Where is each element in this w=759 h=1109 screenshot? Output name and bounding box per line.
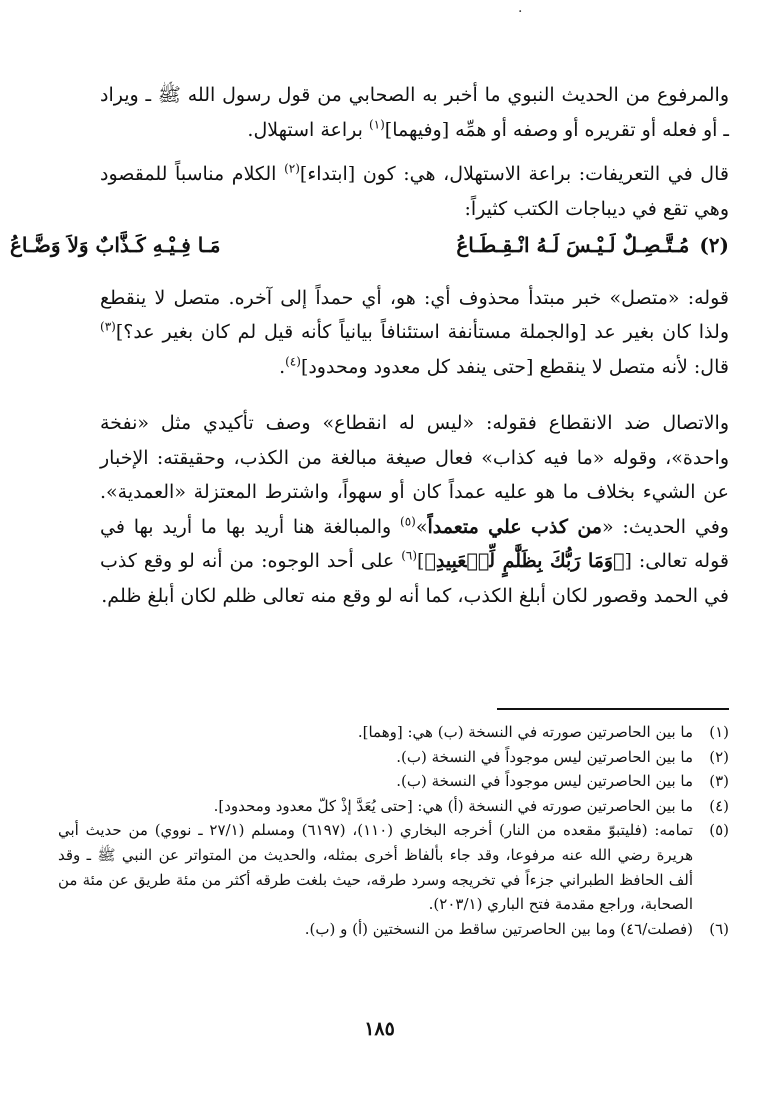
paragraph-1: والمرفوع من الحديث النبوي ما أخبر به الصحابي من قول رسول الله ﷺ ـ ويراد ـ أو فعله أو تقريره أو وصفه أو همِّه [وفيهما]$^{(١)}$ براعة استهلال. bbox=[100, 84, 729, 141]
footnote-separator bbox=[497, 708, 729, 710]
footnote-text: ما بين الحاصرتين ليس موجوداً في النسخة (ب). bbox=[396, 772, 693, 791]
footnote-text: تمامه: (فليتبوّ مقعده من النار) أخرجه البخاري (١١٠)، (٦١٩٧) ومسلم (٢٧/١ ـ نووي) من حديث أبي هريرة رضي الله عنه مرفوعا، وقد جاء بألفاظ أخرى بمثله، والحديث من المتواتر عن النبي ﷺ ـ وقد ألف الحافظ الطبراني جزءاً في تخريجه وسرد طرقه، حيث بلغت طرقه أكثر من مئة طريق عن مئة من الصحابة، وراجع مقدمة فتح الباري (٢٠٣/١). bbox=[58, 821, 693, 914]
page-number: ١٨٥ bbox=[364, 1018, 395, 1040]
footnote-ref[interactable]: (١) bbox=[368, 117, 385, 132]
page-mark: · bbox=[518, 4, 523, 20]
verse-number: (٢) bbox=[699, 233, 729, 257]
paragraph-4: والاتصال ضد الانقطاع فقوله: «ليس له انقطاع» وصف تأكيدي مثل «نفخة واحدة»، وقوله «ما فيه كذاب» فعال صيغة مبالغة من الكذب، وحقيقته: الإخبار عن الشيء بخلاف ما هو عليه عمداً كان أو سهواً، واشترط المعتزلة «العمدية». وفي الحديث: «من كذب علي متعمداً»$^{(٥)}$ والمبالغة هنا أريد بها ما أريد بها في قوله تعالى: [﴿وَمَا رَبُّكَ بِظَلَّٰمٍ لِّلۡعَبِيدِ﴾]$^{(٦)}$ على أحد الوجوه: من أنه لو وقع كذب في الحمد وقصور لكان أبلغ الكذب، كما أنه لو وقع منه تعالى ظلم لكان أبلغ ظلم. bbox=[100, 412, 729, 607]
footnote-number: (٢) bbox=[709, 747, 729, 766]
footnote-item bbox=[58, 818, 729, 916]
footnote-number: (٤) bbox=[709, 796, 729, 815]
footnote-item bbox=[58, 794, 729, 819]
footnote-item bbox=[58, 745, 729, 770]
footnote-ref[interactable]: (٣) bbox=[100, 319, 116, 334]
footnote-item bbox=[58, 769, 729, 794]
quran-verse: ﴿وَمَا رَبُّكَ بِظَلَّٰمٍ لِّلۡعَبِيدِ﴾ bbox=[424, 550, 625, 572]
footnote-number: (٥) bbox=[709, 821, 729, 840]
footnote-number: (٦) bbox=[709, 919, 729, 938]
verse-line bbox=[10, 228, 729, 263]
main-text bbox=[10, 78, 729, 613]
hadith-quote: من كذب علي متعمداً bbox=[427, 515, 602, 538]
footnote-ref[interactable]: (٥) bbox=[400, 514, 416, 529]
footnote-ref[interactable]: (٤) bbox=[285, 354, 301, 369]
footnote-text: (فصلت/٤٦) وما بين الحاصرتين ساقط من النسختين (أ) و (ب). bbox=[304, 919, 693, 938]
footnote-ref[interactable]: (٦) bbox=[401, 548, 418, 563]
paragraph-2: قال في التعريفات: براعة الاستهلال، هي: كون [ابتداء]$^{(٢)}$ الكلام مناسباً للمقصود وهي تقع في ديباجات الكتب كثيراً: bbox=[100, 161, 729, 220]
footnote-number: (١) bbox=[709, 723, 729, 741]
footnote-number: (٣) bbox=[709, 772, 729, 791]
footnote-text: ما بين الحاصرتين صورته في النسخة (أ) هي: [حتى يُعَدَّ إذْ كلّ معدود ومحدود]. bbox=[213, 796, 693, 815]
footnotes bbox=[58, 720, 729, 941]
footnote-ref[interactable]: (٢) bbox=[284, 161, 300, 176]
verse-hemistich-first: مُـتَّـصِـلٌ لَـيْـسَ لَـهُ انْـقِـطَـاعُ bbox=[456, 233, 690, 257]
footnote-text: ما بين الحاصرتين صورته في النسخة (ب) هي: [وهما]. bbox=[357, 723, 693, 741]
paragraph-3: قوله: «متصل» خبر مبتدأ محذوف أي: هو، أي حمداً إلى آخره. متصل لا ينقطع ولذا كان بغير عد [والجملة مستأنفة استئنافاً بيانياً كأنه قيل لم كان بغير عد؟]$^{(٣)}$ قال: لأنه متصل لا ينقطع [حتى ينفد كل معدود ومحدود]$^{(٤)}$. bbox=[100, 286, 729, 378]
footnote-item bbox=[58, 720, 729, 745]
verse-hemistich-second: مَـا فِـيْـهِ كَـذَّابٌ وَلاَ وَضَّـاعُ bbox=[10, 233, 221, 257]
footnote-text: ما بين الحاصرتين ليس موجوداً في النسخة (ب). bbox=[396, 747, 693, 766]
footnote-item bbox=[58, 917, 729, 942]
